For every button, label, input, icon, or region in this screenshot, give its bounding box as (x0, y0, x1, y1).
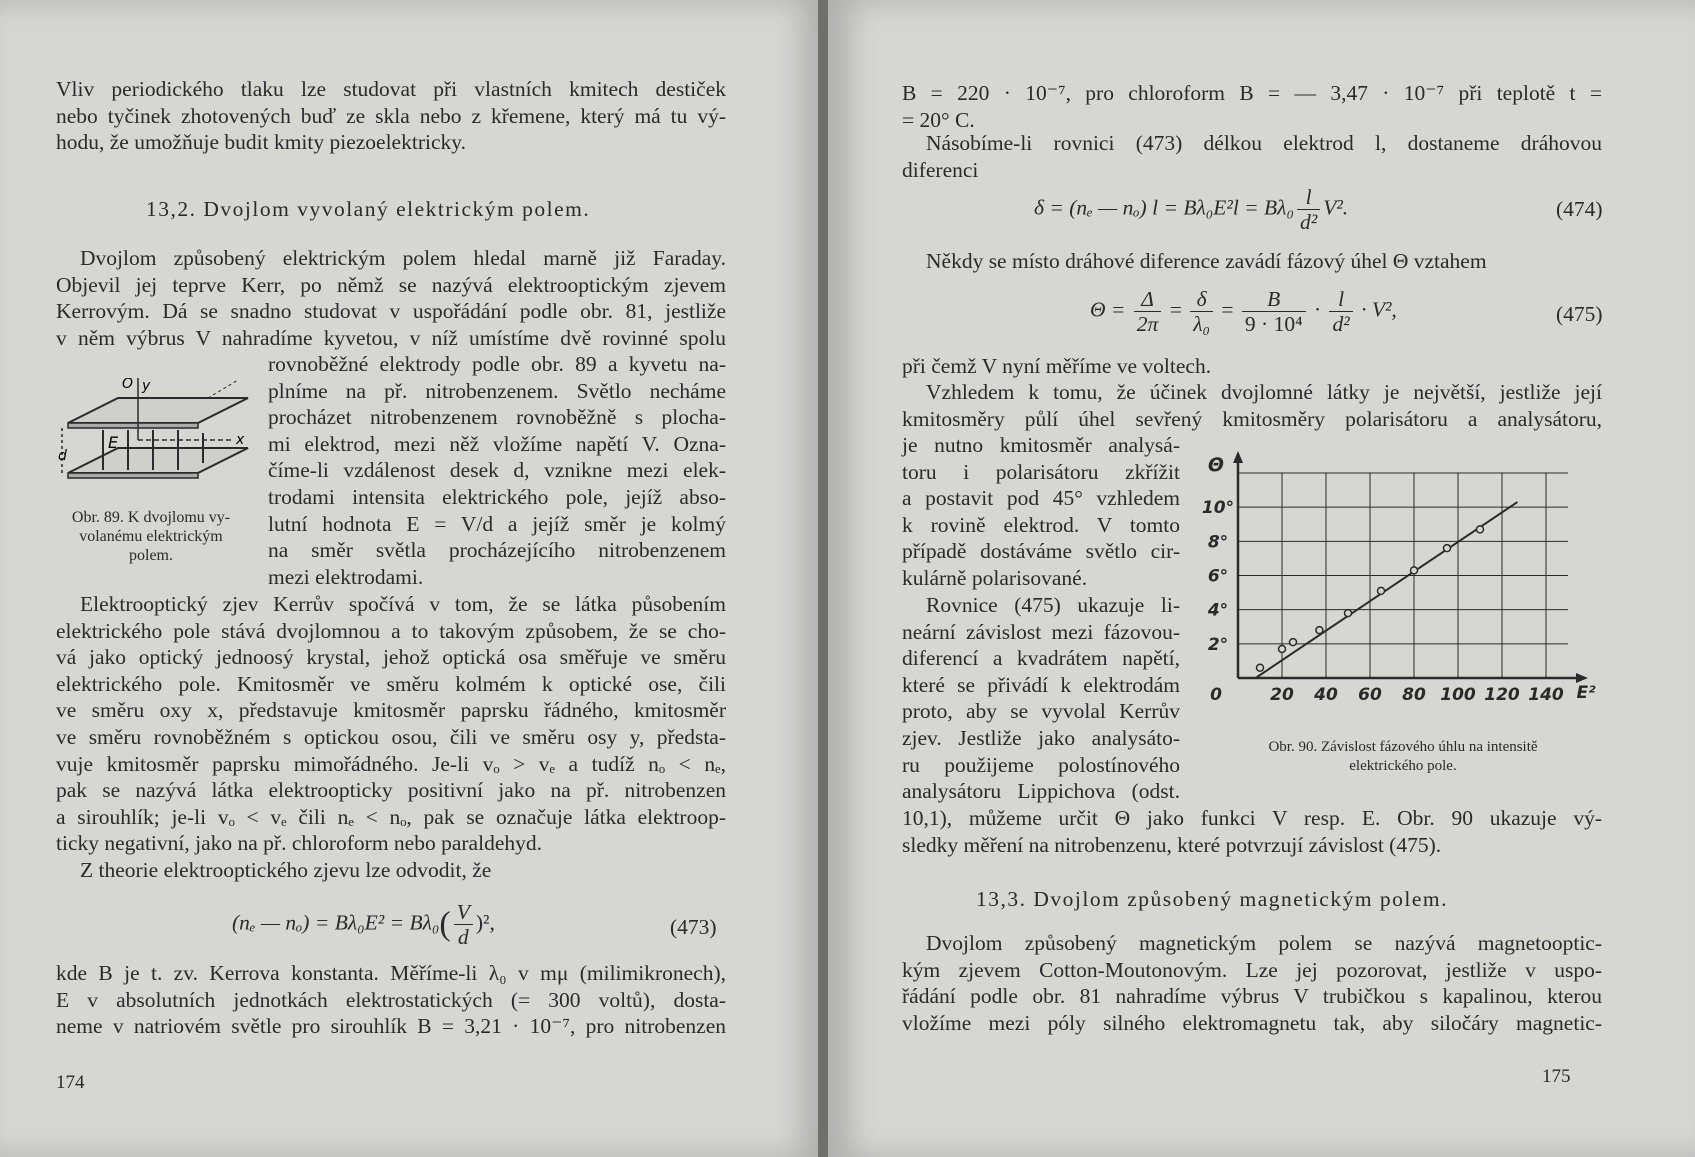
text-line: případě dostáváme světlo cir- (902, 539, 1180, 564)
equation-474 (1034, 185, 1348, 234)
section-heading-13-3: 13,3. Dvojlom způsobený magnetickým polem. (976, 887, 1449, 911)
right-page (828, 0, 1695, 1157)
text-line: Kerrovým. Dá se snadno studovat v uspořádání podle obr. 81, jestliže (56, 299, 726, 324)
x-axis-label: E² (1576, 683, 1596, 703)
eq473-tail: )², (475, 910, 495, 935)
caption-line: polem. (129, 547, 173, 564)
text-line: Dvojlom způsobený magnetickým polem se nazývá magnetooptic- (926, 931, 1602, 955)
text-line: vložíme mezi póly silného elektromagnetu tak, aby siločáry magnetic- (902, 1010, 1602, 1035)
bottom-electrode-edge (68, 473, 198, 478)
eq475-tail: · V², (1361, 297, 1397, 322)
data-point (1279, 645, 1286, 652)
equation-475-number: (475) (1556, 302, 1603, 326)
caption-line: volanému elektrickým (79, 528, 223, 545)
text-line: Vliv periodického tlaku lze studovat při vlastních kmitech destiček (56, 77, 726, 101)
eq475-fraction-3 (1242, 287, 1306, 336)
text-line: Někdy se místo dráhové diference zavádí fázový úhel Θ vztahem (926, 249, 1487, 273)
left-paragraph-1 (56, 76, 726, 156)
x-tick-label: 80 (1402, 685, 1426, 705)
text-line: ve směru rovnoběžném s optickou osou, čili ve směru osy y, předsta- (56, 724, 726, 749)
equation-473-number: (473) (670, 915, 717, 939)
right-paragraph-6 (902, 805, 1602, 858)
eq475-fraction-2 (1190, 287, 1213, 336)
data-point (1378, 587, 1385, 594)
fig89-label-o: O (122, 378, 134, 392)
right-paragraph-3 (926, 248, 1602, 275)
text-line: řádání podle obr. 81 nahradíme výbrus V trubičkou s kapalinou, kterou (902, 984, 1602, 1009)
text-line: které se přivádí k elektrodám (902, 672, 1180, 697)
frac-num: l (1329, 287, 1352, 312)
data-point (1257, 664, 1264, 671)
right-paragraph-4 (902, 353, 1602, 380)
page-number-left: 174 (56, 1072, 85, 1093)
text-line: na směr světla procházejícího nitrobenzenem (268, 538, 726, 563)
left-paragraph-5 (56, 960, 726, 1040)
data-point (1345, 610, 1352, 617)
eq473-lhs: (nₑ — nₒ) = Bλ₀E² = Bλ₀ (232, 910, 440, 935)
text-line: pak se nazývá látka elektroopticky positivní jako na př. nitrobenzen (56, 778, 726, 803)
right-paragraph-5 (902, 379, 1602, 432)
text-line: analysátoru Lippichova (odst. (902, 779, 1180, 804)
text-line: neární závislost mezi fázovou- (902, 619, 1180, 644)
frac-den: d² (1332, 312, 1350, 336)
origin-label: 0 (1210, 685, 1222, 705)
right-paragraph-6-narrow (902, 592, 1180, 805)
data-point (1411, 567, 1418, 574)
x-tick-label: 60 (1358, 685, 1382, 705)
left-paragraph-3 (56, 591, 726, 857)
eq475-theta: Θ = (1090, 297, 1126, 322)
text-line: ru použijeme polostínového (902, 752, 1180, 777)
text-line: Elektrooptický zjev Kerrův spočívá v tom, že se látka působením (80, 592, 726, 616)
x-axis-arrow (1576, 673, 1588, 683)
text-line: hodu, že umožňuje budit kmity piezoelektricky. (56, 130, 466, 155)
frac-den: d² (1299, 210, 1318, 234)
text-line: Objevil jej teprve Kerr, po němž se nazývá elektrooptickým zjevem (56, 272, 726, 297)
text-line: Vzhledem k tomu, že účinek dvojlomné látky je největší, jestliže její (926, 380, 1602, 404)
text-line: elektrického pole stává dvojlomnou a to takovým způsobem, že se cho- (56, 618, 726, 643)
frac-den: λ₀ (1193, 312, 1211, 336)
caption-line: Obr. 90. Závislost fázového úhlu na intensitě (1268, 739, 1538, 755)
figure-89-electrodes (58, 378, 258, 498)
fig89-label-e: E (108, 433, 119, 452)
text-line: lutní hodnota E = V/d a jejíž směr je kolmý (268, 511, 726, 536)
eq474-tail: V². (1323, 195, 1349, 220)
text-line: Násobíme-li rovnici (473) délkou elektrod l, dostaneme dráhovou (926, 131, 1602, 155)
text-line: E v absolutních jednotkách elektrostatických (= 300 voltů), dosta- (56, 987, 726, 1012)
frac-num: V (454, 900, 473, 925)
frac-den: 2π (1136, 312, 1159, 336)
top-electrode-edge (68, 423, 198, 428)
text-line: neme v natriovém světle pro sirouhlík B = 3,21 · 10⁻⁷, pro nitrobenzen (56, 1014, 726, 1039)
frac-den: d (457, 925, 469, 949)
frac-num: B (1242, 287, 1306, 312)
text-line: toru i polarisátoru zkřížit (902, 459, 1180, 484)
fig89-label-y: y (142, 378, 151, 394)
figure-89-caption (52, 508, 250, 565)
y-tick-label: 8° (1207, 532, 1229, 553)
left-paragraph-4 (80, 857, 680, 884)
data-point (1316, 627, 1323, 634)
text-line: mezi elektrodami. (268, 564, 424, 589)
x-tick-label: 40 (1314, 685, 1338, 705)
equation-475 (1090, 287, 1397, 336)
data-point (1477, 526, 1484, 533)
text-line: k rovině elektrod. V tomto (902, 512, 1180, 537)
top-electrode-plate (68, 398, 248, 423)
frac-num: Δ (1134, 287, 1162, 312)
eq475-fraction-4 (1329, 287, 1352, 336)
eq475-equals: = (1221, 297, 1234, 322)
fig89-label-d: d (58, 448, 67, 464)
text-line: kmitosměry půlí úhel sevřený kmitosměry polarisátoru a analysátoru, (902, 406, 1602, 431)
text-line: Z theorie elektrooptického zjevu lze odvodit, že (80, 858, 492, 882)
text-line: mi elektrod, mezi něž vložíme napětí V. Ozna- (268, 431, 726, 456)
text-line: elektrického pole. Kmitosměr ve směru kolmém k optické ose, čili (56, 671, 726, 696)
right-paragraph-1 (902, 80, 1602, 133)
bottom-electrode-plate (68, 448, 248, 473)
text-line: plníme na př. nitrobenzenem. Světlo necháme (268, 378, 726, 403)
text-line: v něm výbrus V nahradíme kyvetou, v níž umístíme dvě rovinné spolu (56, 325, 726, 350)
y-tick-label: 2° (1207, 634, 1229, 655)
text-line: číme-li vzdálenost desek d, vznikne mezi elek- (268, 458, 726, 483)
eq475-equals: = (1169, 297, 1182, 322)
data-point (1444, 545, 1451, 552)
y-axis-arrow (1233, 451, 1243, 463)
equation-474-number: (474) (1556, 197, 1603, 221)
text-line: Rovnice (475) ukazuje li- (926, 593, 1180, 617)
left-paragraph-2 (56, 245, 726, 351)
text-line: diferencí a kvadrátem napětí, (902, 646, 1180, 671)
text-line: nebo tyčinek zhotovených buď ze skla nebo z křemene, který má tu vý- (56, 103, 726, 128)
equation-473: (nₑ — nₒ) = Bλ₀E² = Bλ₀( $\frac{V}{d}$ )², (232, 900, 495, 949)
y-tick-label: 6° (1207, 566, 1229, 587)
eq474-fraction (1297, 185, 1320, 234)
page-number-right: 175 (1542, 1066, 1571, 1087)
text-line: rovnoběžné elektrody podle obr. 89 a kyvetu na- (268, 352, 726, 376)
text-line: kde B je t. zv. Kerrova konstanta. Měříme-li λ₀ v mμ (milimikronech), (56, 961, 726, 985)
text-line: diferenci (902, 157, 979, 182)
text-line: při čemž V nyní měříme ve voltech. (902, 354, 1212, 378)
text-line: ve směru oxy x, představuje kmitosměr paprsku řádného, kmitosměr (56, 698, 726, 723)
right-paragraph-2 (902, 130, 1602, 183)
x-tick-label: 100 (1440, 685, 1476, 705)
text-line: 10,1), můžeme určit Θ jako funkci V resp. E. Obr. 90 ukazuje vý- (902, 806, 1602, 830)
frac-num: δ (1190, 287, 1213, 312)
text-line: sledky měření na nitrobenzenu, které potvrzují závislost (475). (902, 832, 1442, 857)
caption-line: Obr. 89. K dvojlomu vy- (71, 509, 231, 526)
eq473-fraction (454, 900, 473, 949)
text-line: zjev. Jestliže jako analysáto- (902, 725, 1180, 750)
text-line: vuje kmitosměr paprsku mimořádného. Je-li vₒ > vₑ a tudíž nₒ < nₑ, (56, 751, 726, 776)
text-line: kulárně polarisované. (902, 565, 1088, 590)
eq475-fraction-1 (1134, 287, 1162, 336)
y-tick-label: 10° (1201, 498, 1235, 519)
caption-line: elektrického pole. (1349, 758, 1457, 774)
data-point (1290, 639, 1297, 646)
text-line: a postavit pod 45° vzhledem (902, 486, 1180, 511)
figure-90-chart (1193, 450, 1613, 728)
figure-90-caption (1208, 738, 1598, 776)
section-heading-13-2: 13,2. Dvojlom vyvolaný elektrickým polem. (146, 197, 591, 221)
text-line: je nutno kmitosměr analysá- (902, 433, 1180, 457)
right-paragraph-5-narrow (902, 432, 1180, 592)
x-tick-label: 20 (1270, 685, 1294, 705)
fig89-label-x: x (236, 432, 245, 448)
x-tick-label: 140 (1528, 685, 1564, 705)
right-paragraph-7 (902, 930, 1602, 1036)
y-axis-label: Θ (1207, 454, 1225, 476)
frac-den: 9 · 10⁴ (1244, 312, 1303, 336)
left-page (0, 0, 820, 1157)
x-tick-label: 120 (1484, 685, 1520, 705)
text-line: kým zjevem Cotton-Moutonovým. Lze jej pozorovat, jestliže v uspo- (902, 957, 1602, 982)
text-line: Dvojlom způsobený elektrickým polem hledal marně již Faraday. (80, 246, 726, 270)
left-paragraph-2-narrow (268, 351, 726, 590)
eq474-lhs: δ = (nₑ — nₒ) l = Bλ₀E²l = Bλ₀ (1034, 195, 1294, 220)
text-line: trodami intensita elektrického pole, jejíž abso- (268, 484, 726, 509)
text-line: ticky negativní, jako na př. chloroform nebo paraldehyd. (56, 831, 542, 856)
text-line: = 20° C. (902, 107, 975, 132)
text-line: procházet nitrobenzenem rovnoběžně s plocha- (268, 405, 726, 430)
eq475-dot: · (1313, 297, 1322, 322)
text-line: vá jako optický jednoosý krystal, jehož optická osa směřuje ve směru (56, 645, 726, 670)
frac-num: l (1297, 185, 1320, 210)
text-line: proto, aby se vyvolal Kerrův (902, 699, 1180, 724)
text-line: B = 220 · 10⁻⁷, pro chloroform B = — 3,47 · 10⁻⁷ při teplotě t = (902, 81, 1602, 105)
text-line: a sirouhlík; je-li vₒ < vₑ čili nₑ < nₒ, pak se označuje látka elektroop- (56, 804, 726, 829)
y-tick-label: 4° (1207, 600, 1229, 621)
